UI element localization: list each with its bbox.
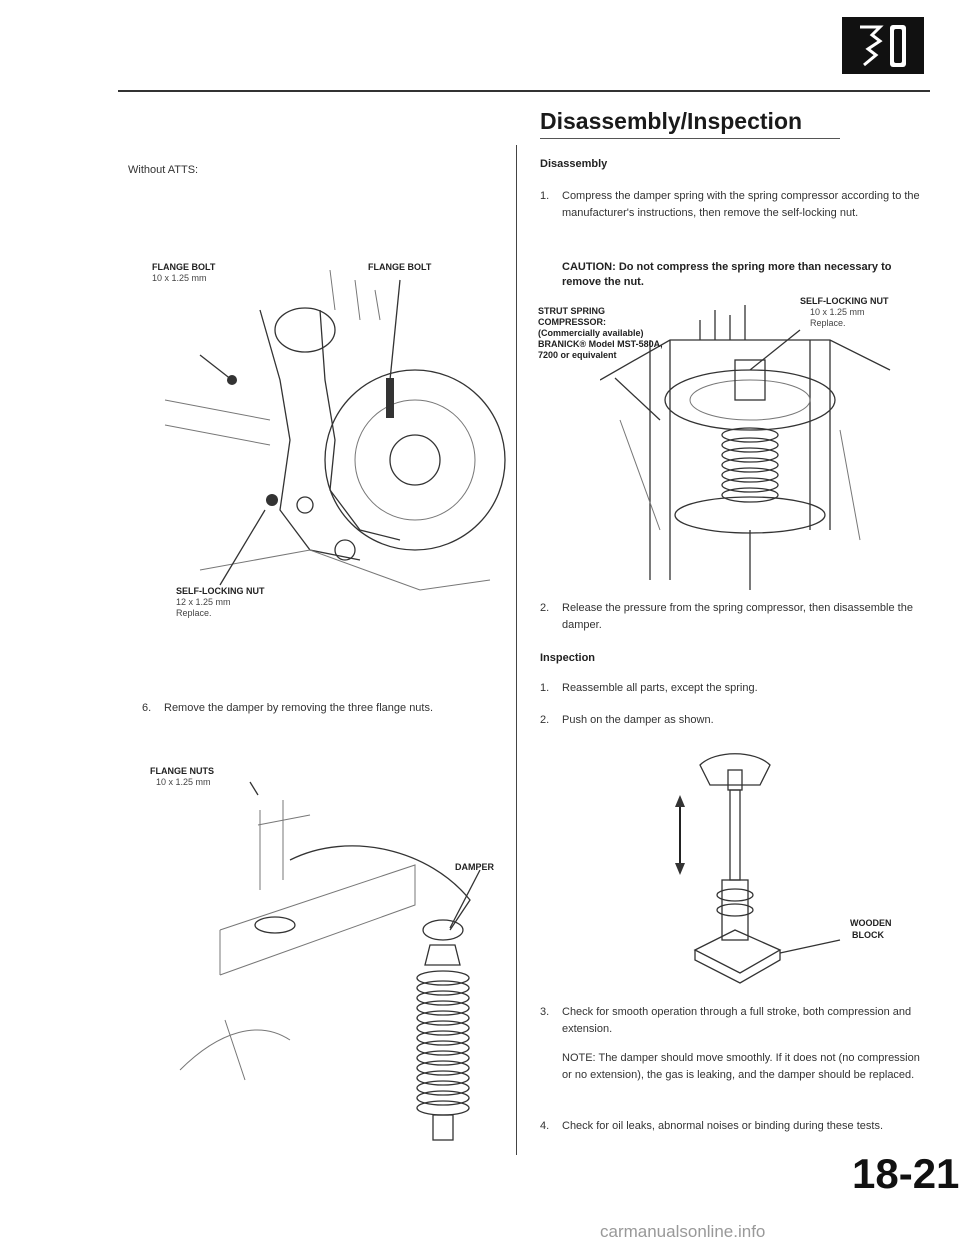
- flange-bolt-right-label: FLANGE BOLT: [368, 262, 432, 272]
- compressor-label-1: STRUT SPRING: [538, 306, 606, 316]
- step-6: [142, 700, 492, 717]
- flange-bolt-left-size: 10 x 1.25 mm: [152, 273, 207, 283]
- figure-damper-removal: [150, 770, 510, 1150]
- inspection-step-1-number: 1.: [540, 682, 550, 694]
- page-title: Disassembly/Inspection: [540, 108, 803, 134]
- wooden-block-label-2: BLOCK: [852, 930, 884, 940]
- watermark-footer: carmanualsonline.info: [600, 1222, 766, 1241]
- damper-removal-illustration: [150, 770, 510, 1150]
- compressor-label-3: (Commercially available): [538, 328, 644, 338]
- wooden-block-label-1: WOODEN: [850, 918, 892, 928]
- disassembly-step-2-number: 2.: [540, 602, 550, 614]
- caution-text: CAUTION: Do not compress the spring more than necessary to remove the nut.: [562, 261, 892, 288]
- nut-label-3: Replace.: [810, 318, 846, 328]
- compressor-label-5: 7200 or equivalent: [538, 350, 617, 360]
- disassembly-step-1-text: Compress the damper spring with the spring compressor according to the manufacturer's instructions, then remove the self-locking nut.: [562, 190, 920, 219]
- inspection-step-4: [540, 1118, 925, 1135]
- inspection-step-4-number: 4.: [540, 1120, 550, 1132]
- inspection-step-3: [540, 1004, 925, 1038]
- disassembly-step-2-text: Release the pressure from the spring compressor, then disassemble the damper.: [562, 602, 913, 631]
- self-locking-nut-note: Replace.: [176, 608, 212, 618]
- flange-nuts-label: FLANGE NUTS: [150, 766, 214, 776]
- compressor-label-2: COMPRESSOR:: [538, 317, 607, 327]
- inspection-step-2-number: 2.: [540, 714, 550, 726]
- figure-damper-push: [660, 745, 860, 995]
- nut-label-2: 10 x 1.25 mm: [810, 307, 865, 317]
- section-tab-icon: [842, 17, 924, 74]
- flange-nuts-size: 10 x 1.25 mm: [156, 777, 211, 787]
- compressor-label-4: BRANICK® Model MST-580A,: [538, 339, 663, 349]
- disassembly-heading: Disassembly: [540, 158, 608, 170]
- damper-push-illustration: [660, 745, 860, 995]
- inspection-step-1: [540, 680, 925, 697]
- without-atts-label: Without ATTS:: [128, 164, 199, 176]
- inspection-step-4-text: Check for oil leaks, abnormal noises or binding during these tests.: [562, 1120, 884, 1132]
- step-6-number: 6.: [142, 702, 152, 714]
- inspection-step-3-number: 3.: [540, 1006, 550, 1018]
- inspection-step-2-text: Push on the damper as shown.: [562, 714, 714, 726]
- self-locking-nut-size: 12 x 1.25 mm: [176, 597, 231, 607]
- header-rule: [118, 90, 930, 92]
- flange-bolt-left-label: FLANGE BOLT: [152, 262, 216, 272]
- self-locking-nut-label: SELF-LOCKING NUT: [176, 586, 265, 596]
- disassembly-step-1-number: 1.: [540, 190, 550, 202]
- inspection-step-3-text: Check for smooth operation through a full stroke, both compression and extension.: [562, 1006, 912, 1035]
- nut-label-1: SELF-LOCKING NUT: [800, 296, 889, 306]
- step-6-text: Remove the damper by removing the three flange nuts.: [164, 702, 434, 714]
- page-number: 18-21: [852, 1150, 960, 1197]
- inspection-note: NOTE: The damper should move smoothly. If it does not (no compression or no extension), the gas is leaking, and the damper should be replaced.: [562, 1052, 920, 1081]
- title-underline: [540, 138, 840, 139]
- column-divider: [516, 145, 517, 1155]
- inspection-step-1-text: Reassemble all parts, except the spring.: [562, 682, 758, 694]
- inspection-heading: Inspection: [540, 652, 596, 664]
- damper-label: DAMPER: [455, 862, 495, 872]
- disassembly-step-2: [540, 600, 925, 634]
- inspection-step-2: [540, 712, 925, 729]
- disassembly-step-1: [540, 188, 925, 222]
